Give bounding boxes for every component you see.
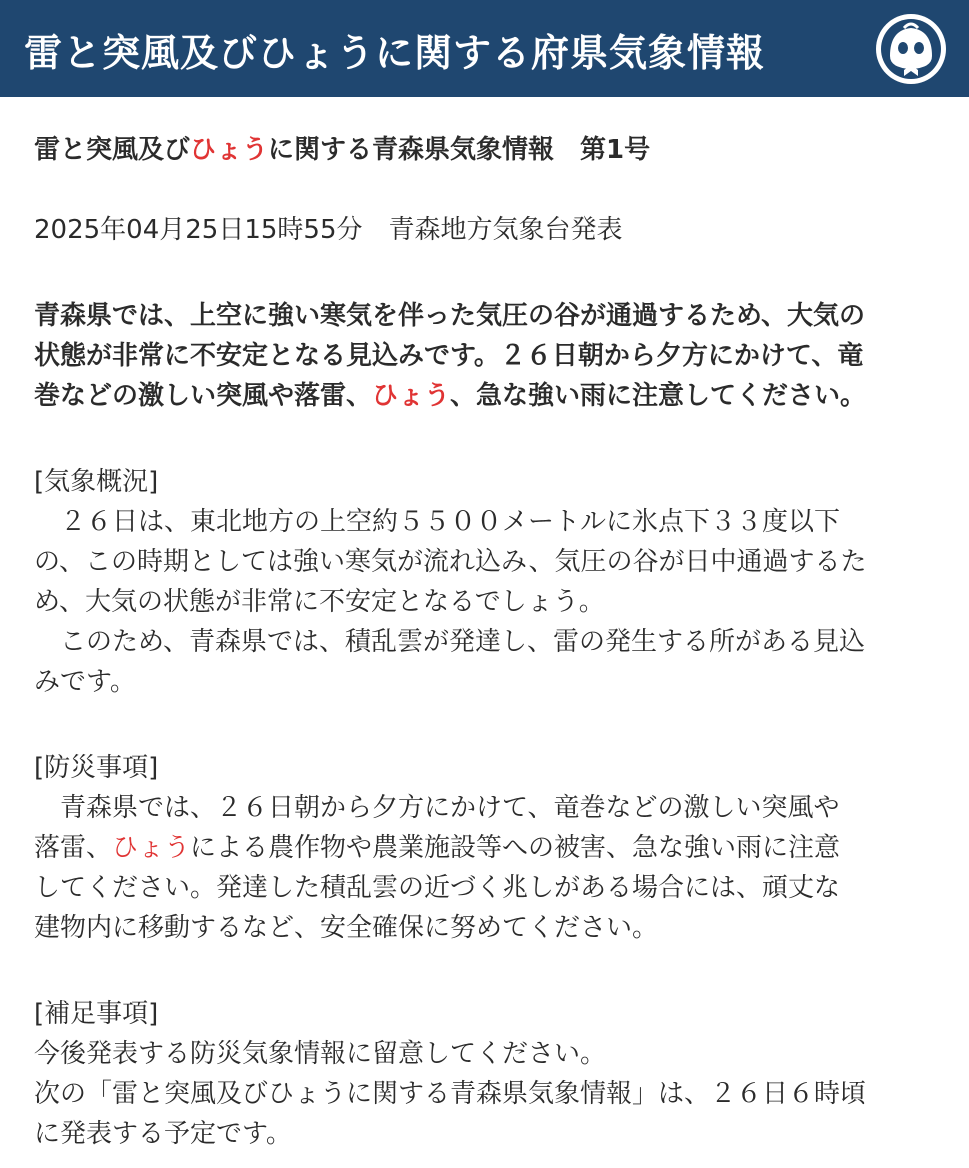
overview-line: みです。 bbox=[34, 667, 136, 697]
report-title-highlight: ひょう bbox=[190, 135, 269, 165]
spacer bbox=[34, 250, 939, 296]
summary-line: 青森県では、上空に強い寒気を伴った気圧の谷が通過するため、大気の bbox=[34, 301, 865, 331]
overview-line: このため、青森県では、積乱雲が発達し、雷の発生する所がある見込 bbox=[34, 627, 865, 657]
header-bar bbox=[0, 0, 969, 97]
report-title-text: 雷と突風及び bbox=[34, 135, 191, 165]
summary-text-end: 、急な強い雨に注意してください。 bbox=[450, 381, 867, 411]
report-title bbox=[34, 130, 939, 170]
spacer bbox=[34, 948, 939, 994]
spacer bbox=[34, 702, 939, 748]
supplement-line: に発表する予定です。 bbox=[34, 1119, 292, 1149]
overview-line: の、この時期としては強い寒気が流れ込み、気圧の谷が日中通過するた bbox=[34, 547, 867, 577]
summary-highlight: ひょう bbox=[372, 381, 451, 411]
overview-line: ２６日は、東北地方の上空約５５００メートルに氷点下３３度以下 bbox=[34, 507, 841, 537]
prevention-line bbox=[34, 828, 939, 868]
prevention-line: 建物内に移動するなど、安全確保に努めてください。 bbox=[34, 913, 659, 943]
prevention-line: してください。発達した積乱雲の近づく兆しがある場合には、頑丈な bbox=[34, 873, 841, 903]
page-title: 雷と突風及びひょうに関する府県気象情報 bbox=[24, 31, 766, 75]
supplement-heading: [補足事項] bbox=[34, 999, 159, 1029]
overview-line: め、大気の状態が非常に不安定となるでしょう。 bbox=[34, 587, 605, 617]
prevention-highlight: ひょう bbox=[112, 833, 191, 863]
prevention-heading: [防災事項] bbox=[34, 753, 159, 783]
prevention-line: 青森県では、２６日朝から夕方にかけて、竜巻などの激しい突風や bbox=[34, 793, 840, 823]
issued-date: 2025年04月25日15時55分 青森地方気象台発表 bbox=[34, 215, 623, 245]
report-content bbox=[34, 130, 939, 1154]
summary-line bbox=[34, 376, 939, 416]
supplement-line: 今後発表する防災気象情報に留意してください。 bbox=[34, 1039, 607, 1069]
summary-line: 状態が非常に不安定となる見込みです。２６日朝から夕方にかけて、竜 bbox=[34, 341, 864, 371]
spacer bbox=[34, 416, 939, 462]
prevention-text: 落雷、 bbox=[34, 833, 113, 863]
prevention-text-end: による農作物や農業施設等への被害、急な強い雨に注意 bbox=[190, 833, 841, 863]
overview-heading: [気象概況] bbox=[34, 467, 159, 497]
report-title-text-end: に関する青森県気象情報 第1号 bbox=[268, 135, 651, 165]
supplement-line: 次の「雷と突風及びひょうに関する青森県気象情報」は、２６日６時頃 bbox=[34, 1079, 867, 1109]
summary-text: 巻などの激しい突風や落雷、 bbox=[34, 381, 373, 411]
spacer bbox=[34, 170, 939, 210]
mascot-face-icon bbox=[874, 12, 948, 86]
